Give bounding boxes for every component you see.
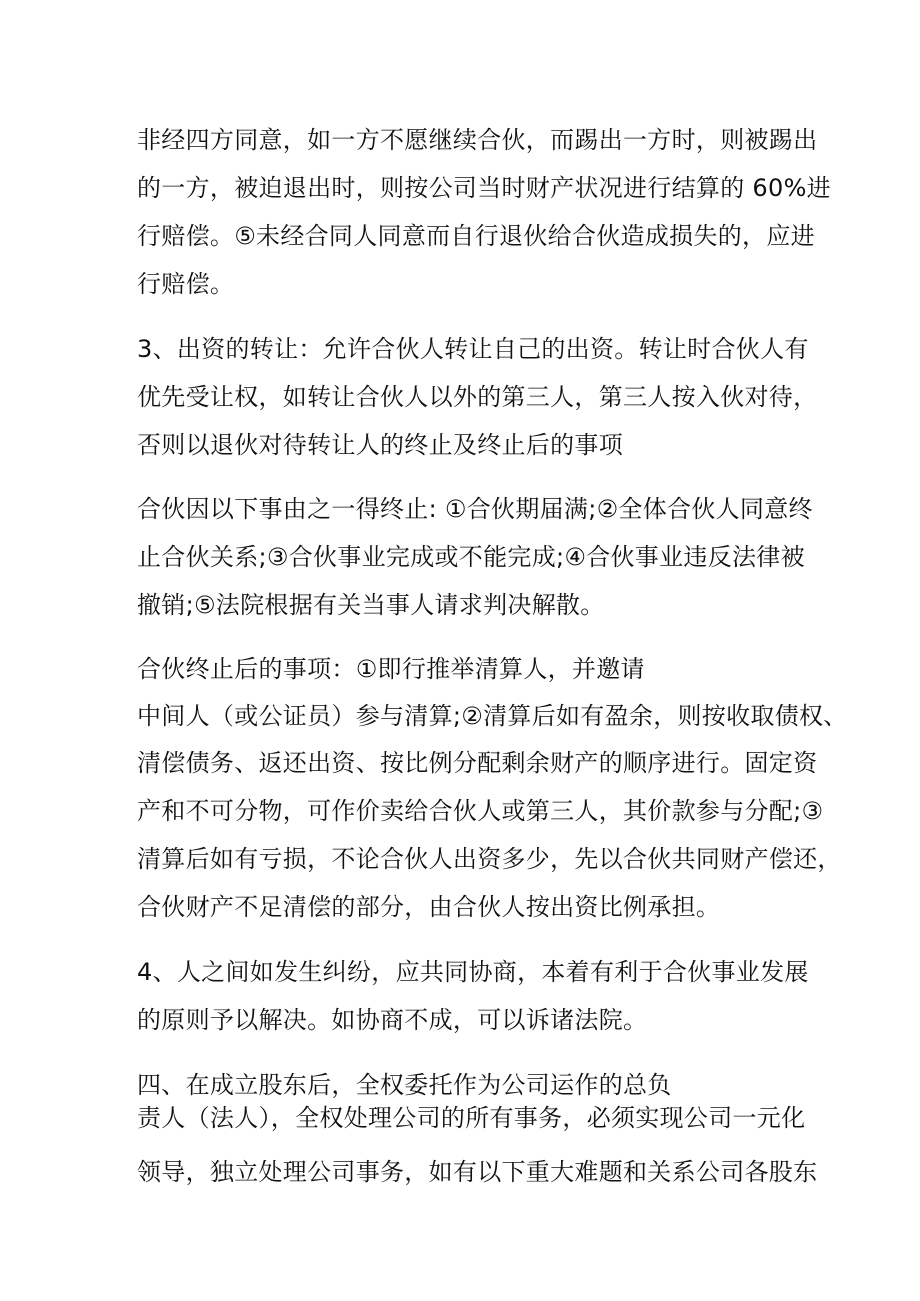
paragraph-3-line-3: 撤销;⑤法院根据有关当事人请求判决解散。 — [137, 591, 605, 619]
paragraph-6-line-3: 领导，独立处理公司事务，如有以下重大难题和关系公司各股东 — [137, 1158, 818, 1186]
paragraph-4-line-2: 中间人（或公证员）参与清算;②清算后如有盈余，则按收取债权、 — [137, 702, 848, 730]
paragraph-2-line-2: 优先受让权，如转让合伙人以外的第三人，第三人按入伙对待， — [137, 383, 818, 411]
paragraph-4-line-5: 清算后如有亏损，不论合伙人出资多少，先以合伙共同财产偿还， — [137, 845, 842, 873]
paragraph-3-line-2: 止合伙关系;③合伙事业完成或不能完成;④合伙事业违反法律被 — [137, 543, 805, 571]
paragraph-4-line-4: 产和不可分物，可作价卖给合伙人或第三人，其价款参与分配;③ — [137, 797, 824, 825]
paragraph-5-line-2: 的原则予以解决。如协商不成，可以诉诸法院。 — [137, 1006, 648, 1034]
paragraph-5-line-1: 4、人之间如发生纠纷，应共同协商，本着有利于合伙事业发展 — [137, 958, 809, 986]
paragraph-4-line-3: 清偿债务、返还出资、按比例分配剩余财产的顺序进行。固定资 — [137, 749, 818, 777]
paragraph-1-line-1: 非经四方同意，如一方不愿继续合伙，而踢出一方时，则被踢出 — [137, 126, 818, 154]
paragraph-4-line-1: 合伙终止后的事项：①即行推举清算人，并邀请 — [137, 655, 645, 683]
paragraph-4-line-6: 合伙财产不足清偿的部分，由合伙人按出资比例承担。 — [137, 893, 721, 921]
paragraph-2-line-1: 3、出资的转让：允许合伙人转让自己的出资。转让时合伙人有 — [137, 335, 809, 363]
paragraph-6-line-2: 责人（法人），全权处理公司的所有事务，必须实现公司一元化 — [137, 1104, 806, 1132]
paragraph-1-line-2: 的一方，被迫退出时，则按公司当时财产状况进行结算的 60%进 — [137, 174, 831, 202]
paragraph-3-line-1: 合伙因以下事由之一得终止: ①合伙期届满;②全体合伙人同意终 — [137, 495, 813, 523]
paragraph-6-line-1: 四、在成立股东后，全权委托作为公司运作的总负 — [137, 1071, 672, 1099]
paragraph-2-line-3: 否则以退伙对待转让人的终止及终止后的事项 — [137, 431, 623, 459]
paragraph-1-line-4: 行赔偿。 — [137, 270, 235, 298]
paragraph-1-line-3: 行赔偿。⑤未经合同人同意而自行退伙给合伙造成损失的，应进 — [137, 222, 815, 250]
